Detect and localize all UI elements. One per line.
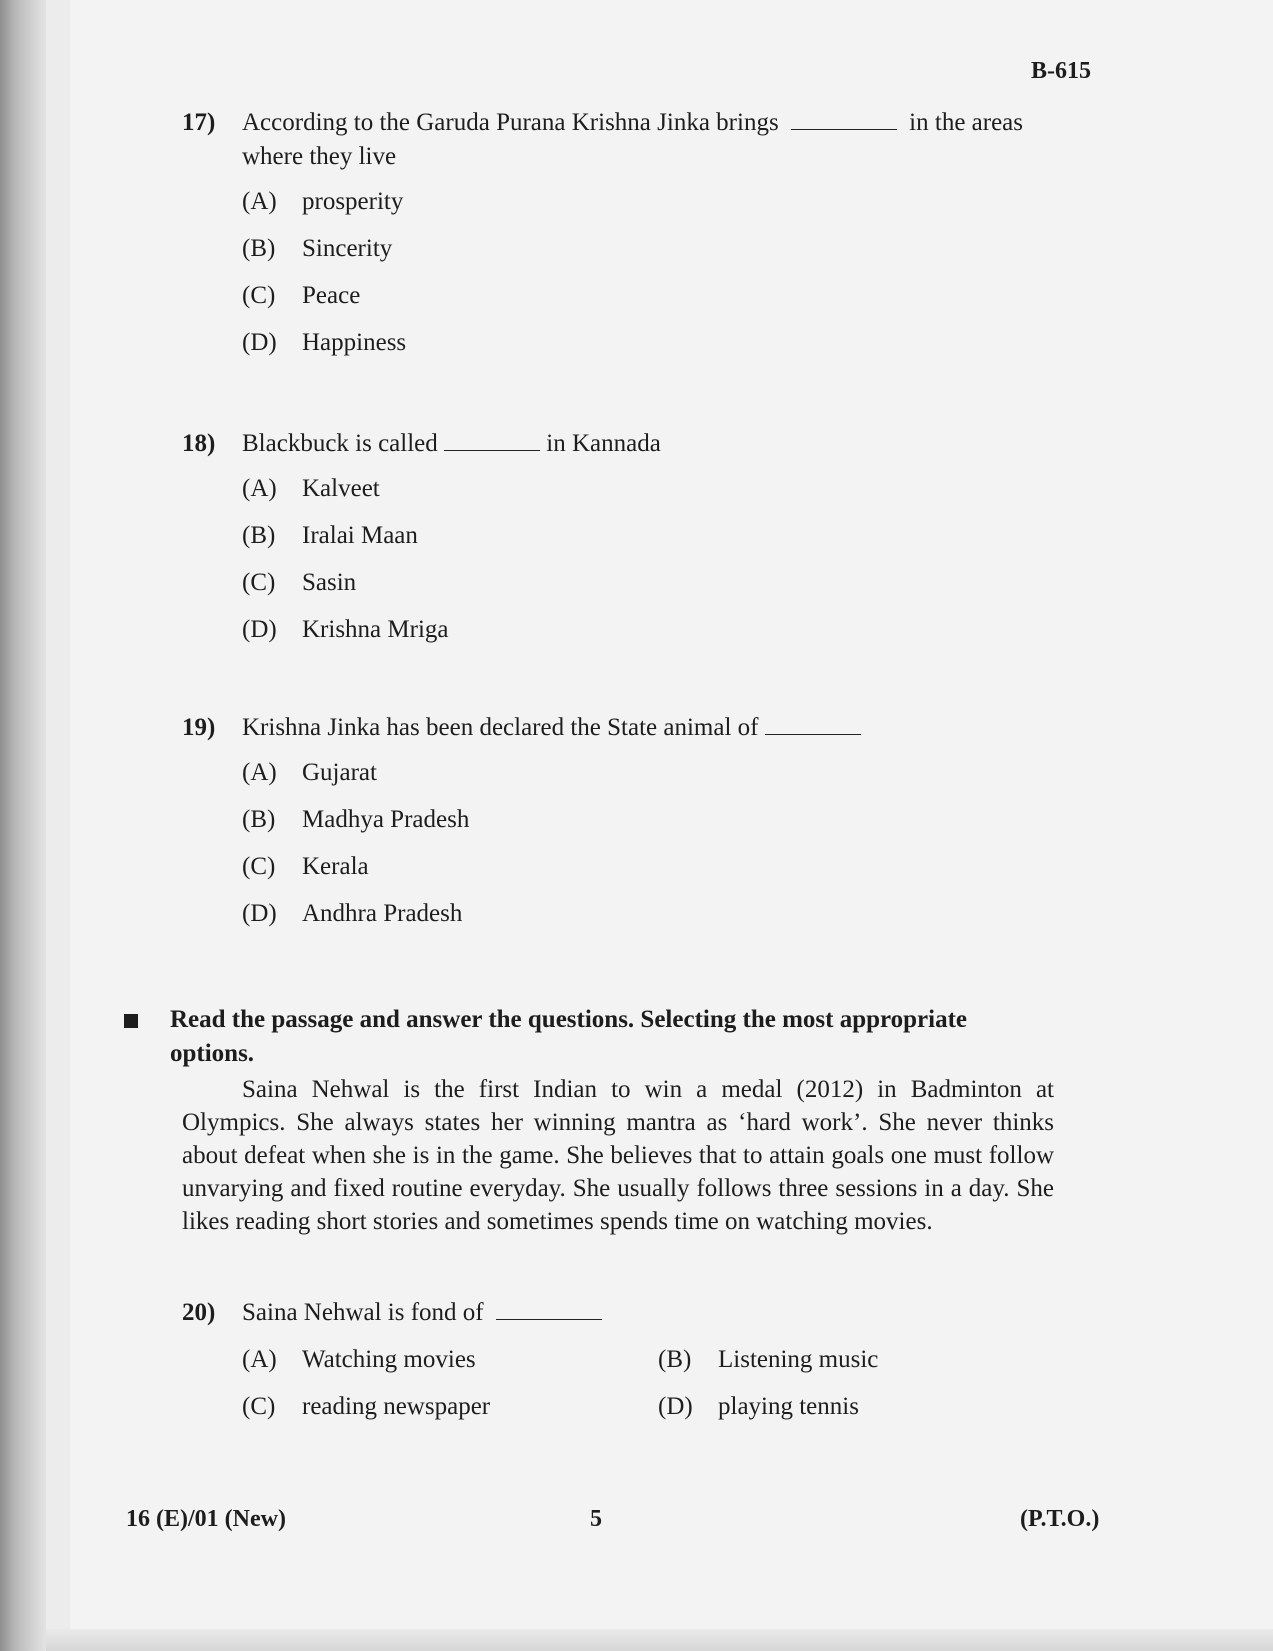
option-text: Kalveet [302,474,380,502]
option-letter: (A) [242,758,277,786]
option-text: reading newspaper [302,1392,491,1420]
option-text: Sasin [302,568,357,596]
option-c[interactable] [242,843,1062,890]
answer-blank [791,107,897,130]
option-letter: (A) [242,187,277,215]
option-grid [242,1336,1062,1430]
option-text: Krishna Mriga [302,615,449,643]
question-stem [182,106,1062,174]
option-c[interactable] [242,1383,658,1430]
question-number: 19) [182,714,216,741]
question-stem [182,1296,1062,1330]
question-number: 17) [182,109,216,136]
option-text: Listening music [718,1345,879,1373]
option-b[interactable] [658,1336,1058,1383]
option-text: Kerala [302,852,369,880]
option-d[interactable] [242,890,1062,937]
option-text: Gujarat [302,758,377,786]
question-text-before: Saina Nehwal is fond of [242,1299,484,1326]
question-text-after: in the areas [909,109,1024,136]
option-letter: (C) [242,852,276,880]
option-text: Peace [302,281,361,309]
question-text [242,106,1062,174]
option-letter: (B) [242,521,276,549]
option-text: Iralai Maan [302,521,418,549]
question-20 [182,1296,1062,1430]
option-d[interactable] [242,319,1062,366]
paper-code: B-615 [1031,58,1091,84]
option-b[interactable] [242,225,1062,272]
option-c[interactable] [242,559,1062,606]
passage-section [124,1003,1054,1238]
option-letter: (D) [242,615,277,643]
question-text-before: Krishna Jinka has been declared the State animal of [242,714,759,741]
option-d[interactable] [658,1383,1058,1430]
instruction-text: Read the passage and answer the questions. Selecting the most appropriate options. [170,1006,968,1067]
option-c[interactable] [242,272,1062,319]
option-letter: (A) [242,1345,277,1373]
square-bullet-icon [124,1014,138,1028]
question-stem [182,427,1062,461]
option-text: Happiness [302,328,407,356]
question-text-before: Blackbuck is called [242,430,438,457]
option-letter: (B) [242,805,276,833]
option-text: Andhra Pradesh [302,899,463,927]
question-text [242,711,1062,745]
question-17 [182,106,1062,366]
scan-edge-left [0,0,46,1651]
option-b[interactable] [242,796,1062,843]
option-letter: (D) [658,1392,693,1420]
option-a[interactable] [242,1336,658,1383]
option-letter: (C) [242,1392,276,1420]
option-text: prosperity [302,187,404,215]
question-number: 18) [182,430,216,457]
answer-blank [496,1297,602,1320]
option-letter: (C) [242,568,276,596]
option-text: Madhya Pradesh [302,805,470,833]
question-text-after: in Kannada [546,430,661,457]
instruction-heading [124,1003,1054,1071]
option-d[interactable] [242,606,1062,653]
footer-pto: (P.T.O.) [1020,1506,1100,1532]
option-a[interactable] [242,178,1062,225]
option-a[interactable] [242,465,1062,512]
question-number: 20) [182,1299,216,1326]
option-a[interactable] [242,749,1062,796]
scan-edge-bottom [46,1629,1273,1651]
option-text: Sincerity [302,234,393,262]
question-text-before: According to the Garuda Purana Krishna Jinka brings [242,109,779,136]
footer-paper-id: 16 (E)/01 (New) [126,1506,286,1532]
question-18 [182,427,1062,653]
question-text [242,427,1062,461]
option-letter: (D) [242,328,277,356]
question-text-line2: where they live [242,143,397,170]
option-letter: (C) [242,281,276,309]
option-letter: (B) [242,234,276,262]
option-text: playing tennis [718,1392,859,1420]
option-text: Watching movies [302,1345,476,1373]
option-letter: (B) [658,1345,692,1373]
question-19 [182,711,1062,937]
passage-text: Saina Nehwal is the first Indian to win a medal (2012) in Badminton at Olympics. She always states her winning mantra as ‘hard work’. She never thinks about defeat when she is in the game. She believes that to attain goals one must follow unvarying and fixed routine everyday. She usually follows three sessions in a day. She likes reading short stories and sometimes spends time on watching movies. [182,1076,1054,1235]
option-b[interactable] [242,512,1062,559]
question-stem [182,711,1062,745]
option-letter: (A) [242,474,277,502]
option-letter: (D) [242,899,277,927]
question-text [242,1296,1062,1330]
footer-page-number: 5 [590,1506,602,1532]
answer-blank [765,712,861,735]
answer-blank [444,428,540,451]
